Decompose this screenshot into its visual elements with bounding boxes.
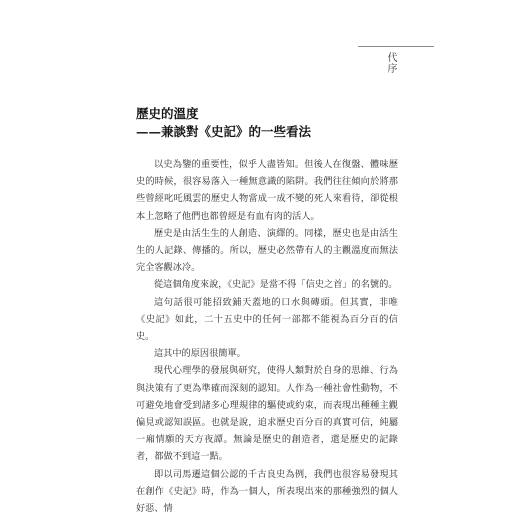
running-head-rule [358, 46, 434, 47]
paragraph: 即以司馬遷這個公認的千古良史為例，我們也很容易發現其在創作《史記》時，作為一個人，所表現出來的那種強烈的個人好惡、情 [136, 468, 398, 515]
paragraph: 以史為鑒的重要性，似乎人盡皆知。但後人在復盤、體味歷史的時候，很容易落入一種無意識的陷阱。我們往往傾向於將那些曾經叱吒風雲的歷史人物當成一成不變的死人來看待，卻從根本上忽略了他們也都曾經是有血有肉的活人。 [136, 159, 398, 222]
chapter-title: 歷史的溫度 [136, 106, 199, 121]
paragraph: 歷史是由活生生的人創造、演繹的。同樣，歷史也是由活生生的人記錄、傳播的。所以，歷史必然帶有人的主觀溫度而無法完全客觀冰冷。 [136, 227, 398, 274]
paragraph: 從這個角度來說，《史記》是當不得「信史之首」的名號的。 [154, 279, 398, 291]
body-text [136, 156, 398, 517]
paragraph: 這句話很可能招致鋪天蓋地的口水與磚頭。但其實，非唯《史記》如此，二十五史中的任何一部都不能視為百分百的信史。 [136, 296, 398, 343]
paragraph: 這其中的原因很簡單。 [154, 348, 246, 360]
paragraph: 現代心理學的發展與研究，使得人類對於自身的思維、行為與決策有了更為準確而深刻的認知。人作為一種社會性動物，不可避免地會受到諸多心理規律的驅使或約束，而表現出種種主觀偏見或認知誤區。也就是說，追求歷史百分百的真實可信，純屬一廂情願的天方夜譚。無論是歷史的創造者，還是歷史的記錄者，都做不到這一點。 [136, 365, 398, 463]
running-head: 代序 [385, 52, 396, 74]
chapter-subtitle: ——兼談對《史記》的一些看法 [136, 124, 312, 139]
